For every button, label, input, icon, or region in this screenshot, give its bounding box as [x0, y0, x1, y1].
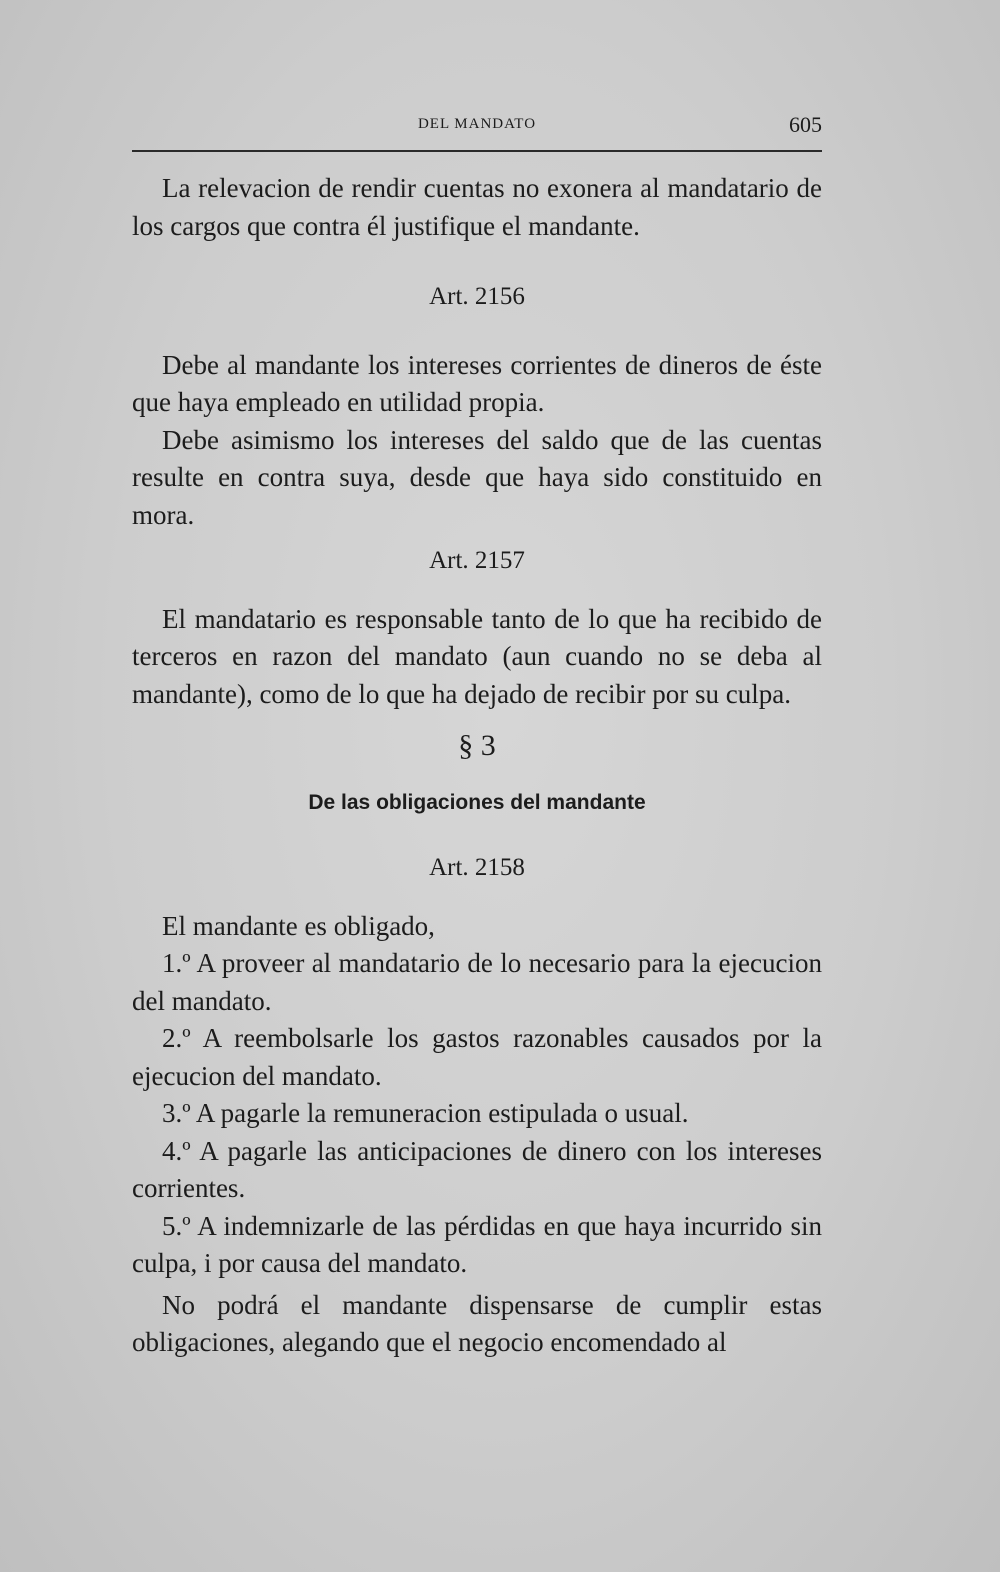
running-title: DEL MANDATO: [417, 116, 537, 132]
article-2158-intro: El mandante es obligado,: [162, 910, 435, 941]
article-2158-closing: No podrá el mandante dispensarse de cumplir estas obligaciones, alegando que el negocio encomendado al: [132, 1289, 822, 1357]
intro-paragraph: La relevacion de rendir cuentas no exonera al mandatario de los cargos que contra él justifique el mandante.: [132, 173, 822, 241]
section-title: De las obligaciones del mandante: [308, 790, 646, 814]
list-item: 4.º A pagarle las anticipaciones de dinero con los intereses corrientes.: [132, 1135, 822, 1203]
article-2156-paragraph-2: Debe asimismo los intereses del saldo que de las cuentas resulte en contra suya, desde que haya sido constituido en mora.: [132, 424, 822, 530]
page-number: 605: [789, 112, 822, 137]
list-item: 5.º A indemnizarle de las pérdidas en que haya incurrido sin culpa, i por causa del mandato.: [132, 1210, 822, 1278]
header-rule: [132, 150, 822, 152]
section-mark: § 3: [458, 729, 496, 762]
list-item: 1.º A proveer al mandatario de lo necesario para la ejecucion del mandato.: [132, 948, 822, 1016]
article-heading-2156: Art. 2156: [429, 283, 525, 310]
article-heading-2157: Art. 2157: [429, 547, 525, 574]
article-heading-2158: Art. 2158: [429, 854, 525, 881]
running-head: [132, 112, 822, 140]
article-2157-paragraph-1: El mandatario es responsable tanto de lo que ha recibido de terceros en razon del mandato (aun cuando no se deba al mandante), como de lo que ha dejado de recibir por su culpa.: [132, 603, 822, 709]
list-item: 2.º A reembolsarle los gastos razonables causados por la ejecucion del mandato.: [132, 1023, 822, 1091]
body-text: [132, 170, 822, 1362]
list-item: 3.º A pagarle la remuneracion estipulada o usual.: [162, 1098, 689, 1128]
article-2156-paragraph-1: Debe al mandante los intereses corrientes de dineros de éste que haya empleado en utilidad propia.: [132, 349, 822, 417]
